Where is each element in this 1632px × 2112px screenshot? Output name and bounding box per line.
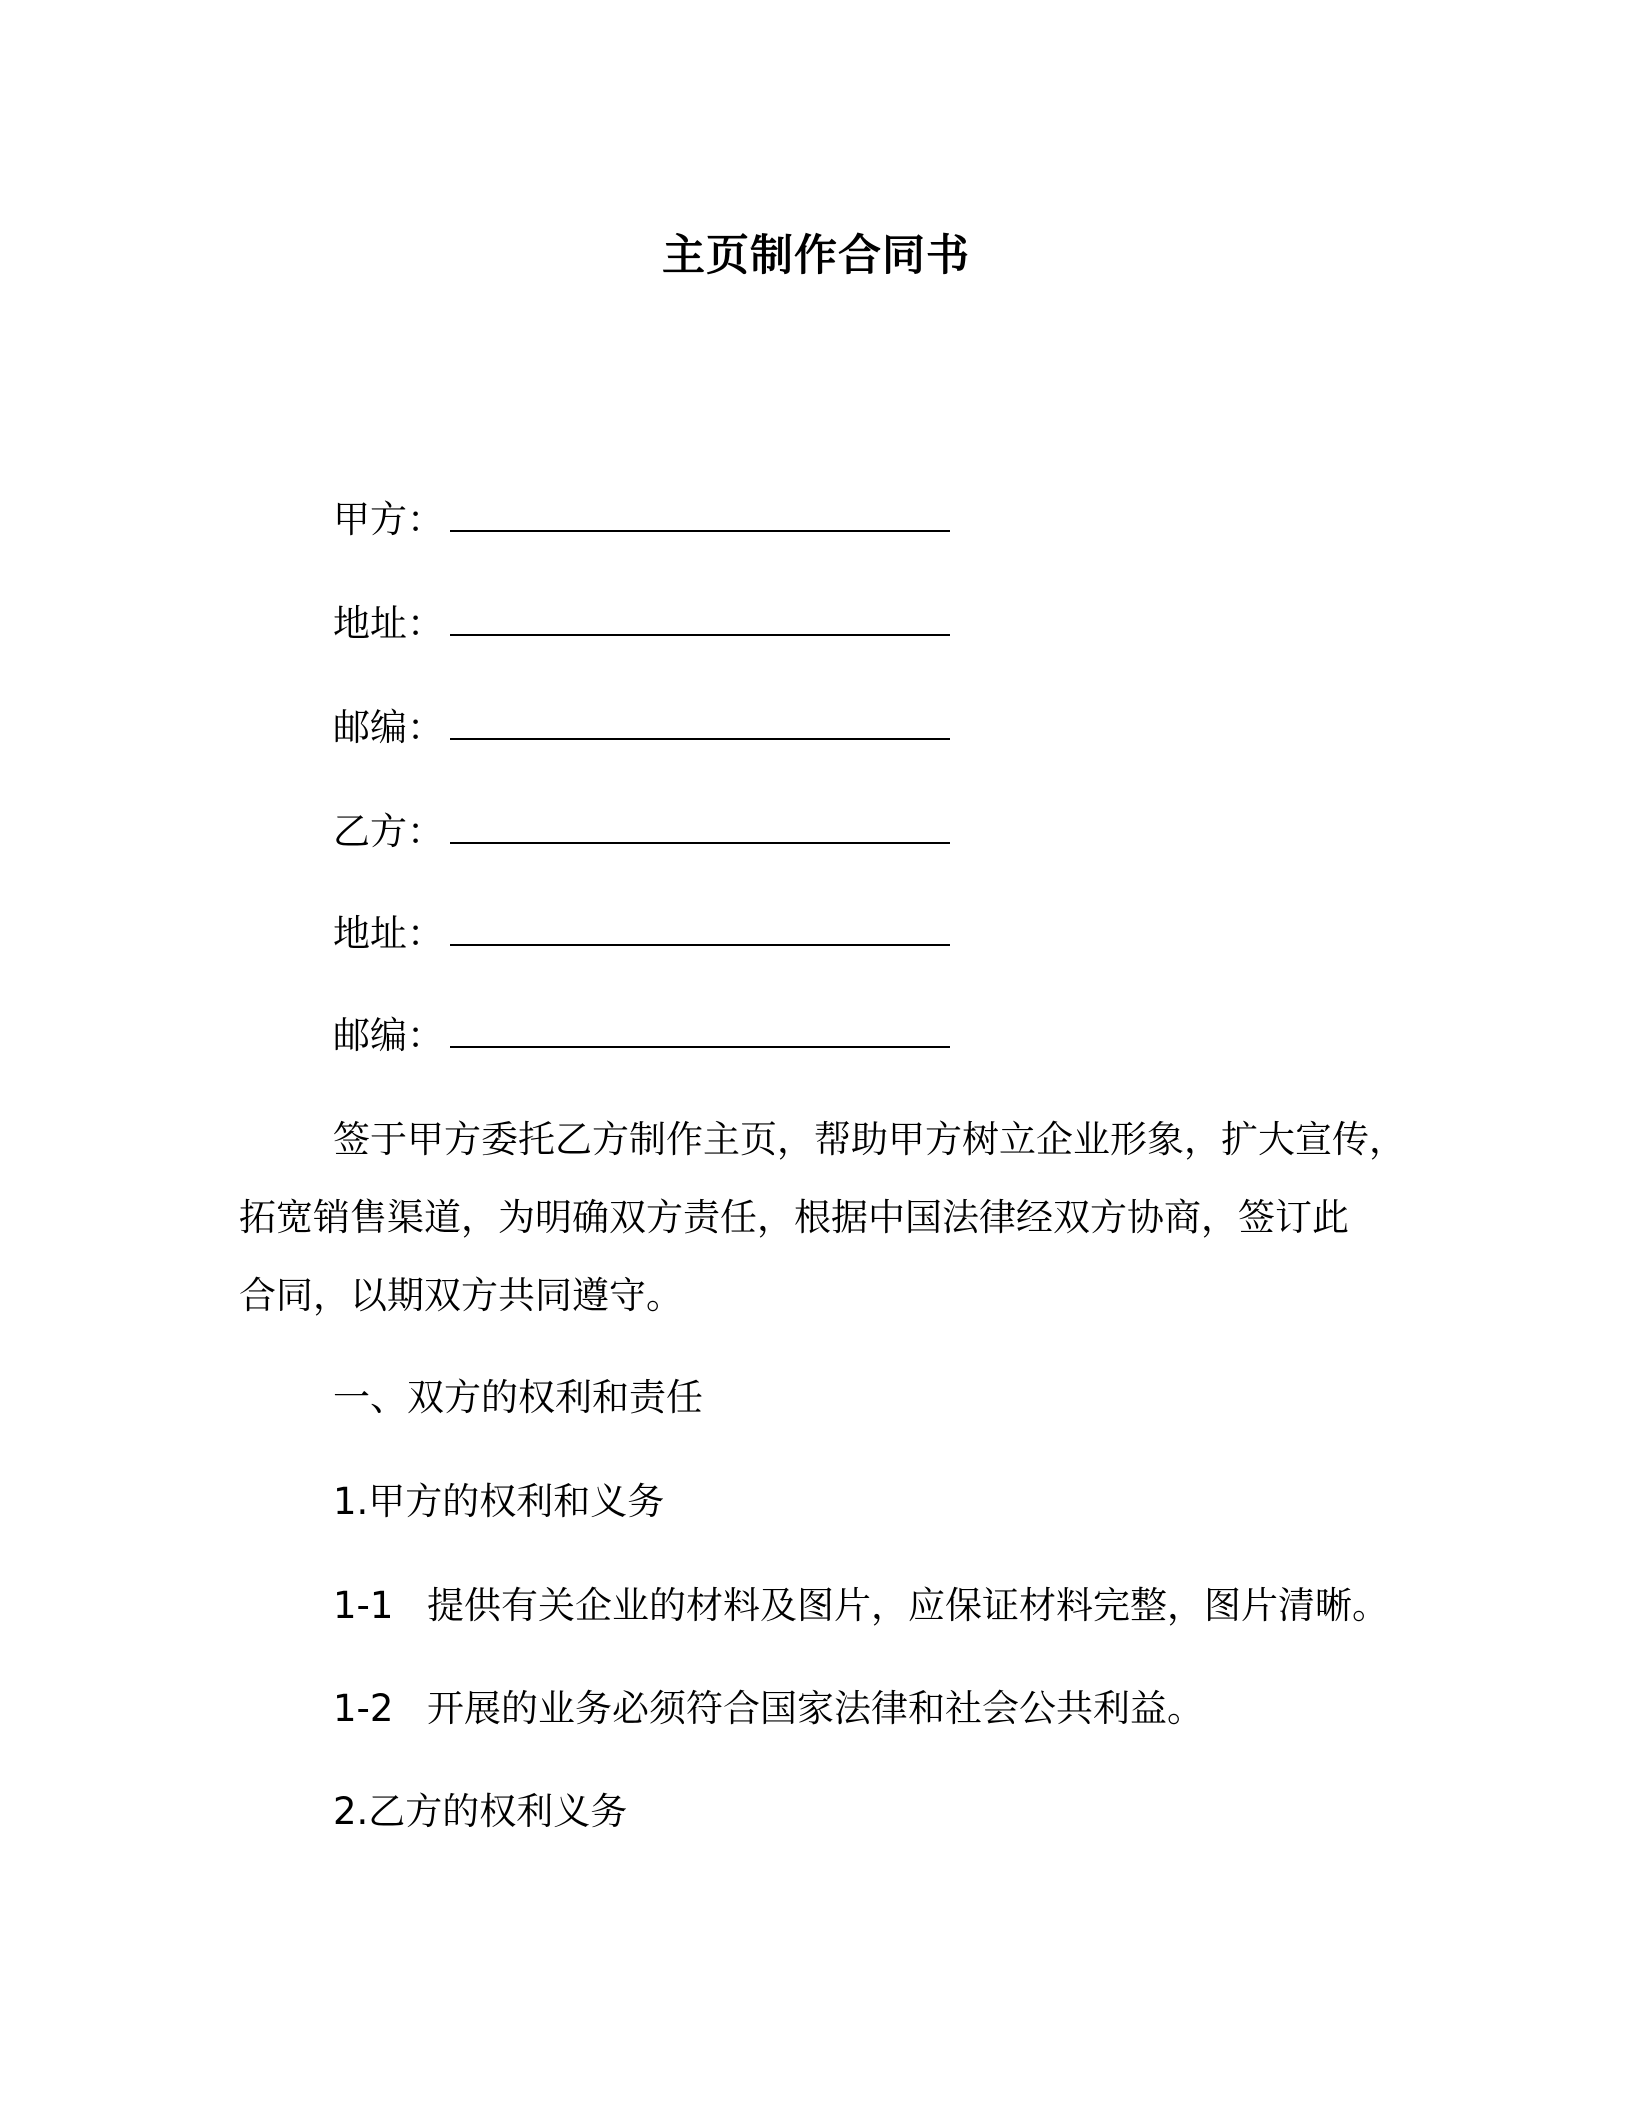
party-b-address-field — [333, 909, 950, 959]
subsection-heading: 2.乙方的权利义务 — [333, 1790, 628, 1833]
party-b-name-field — [333, 807, 950, 857]
field-label: 乙方： — [333, 810, 444, 853]
document-title: 主页制作合同书 — [662, 231, 970, 281]
fill-in-blank — [450, 1012, 950, 1048]
section-heading: 一、双方的权利和责任 — [333, 1376, 703, 1419]
clause-number: 1-1 — [333, 1584, 394, 1627]
fill-in-blank — [450, 910, 950, 946]
clause-text: 提供有关企业的材料及图片，应保证材料完整，图片清晰。 — [427, 1584, 1389, 1627]
party-b-postcode-field — [333, 1011, 950, 1061]
subsection-heading: 1.甲方的权利和义务 — [333, 1480, 665, 1523]
field-label: 地址： — [333, 602, 444, 645]
party-a-postcode-field — [333, 703, 950, 753]
fill-in-blank — [450, 600, 950, 636]
field-label: 地址： — [333, 912, 444, 955]
party-a-address-field — [333, 599, 950, 649]
clause-number: 1-2 — [333, 1687, 394, 1730]
party-a-name-field — [333, 495, 950, 545]
clause-text: 开展的业务必须符合国家法律和社会公共利益。 — [427, 1687, 1204, 1730]
field-label: 甲方： — [333, 498, 444, 541]
clause-item — [333, 1684, 1204, 1734]
intro-paragraph-line: 合同，以期双方共同遵守。 — [239, 1274, 683, 1317]
fill-in-blank — [450, 808, 950, 844]
clause-item — [333, 1581, 1389, 1631]
intro-paragraph-line: 签于甲方委托乙方制作主页，帮助甲方树立企业形象，扩大宣传， — [333, 1118, 1406, 1161]
fill-in-blank — [450, 496, 950, 532]
field-label: 邮编： — [333, 706, 444, 749]
fill-in-blank — [450, 704, 950, 740]
intro-paragraph-line: 拓宽销售渠道，为明确双方责任，根据中国法律经双方协商，签订此 — [239, 1196, 1349, 1239]
field-label: 邮编： — [333, 1014, 444, 1057]
